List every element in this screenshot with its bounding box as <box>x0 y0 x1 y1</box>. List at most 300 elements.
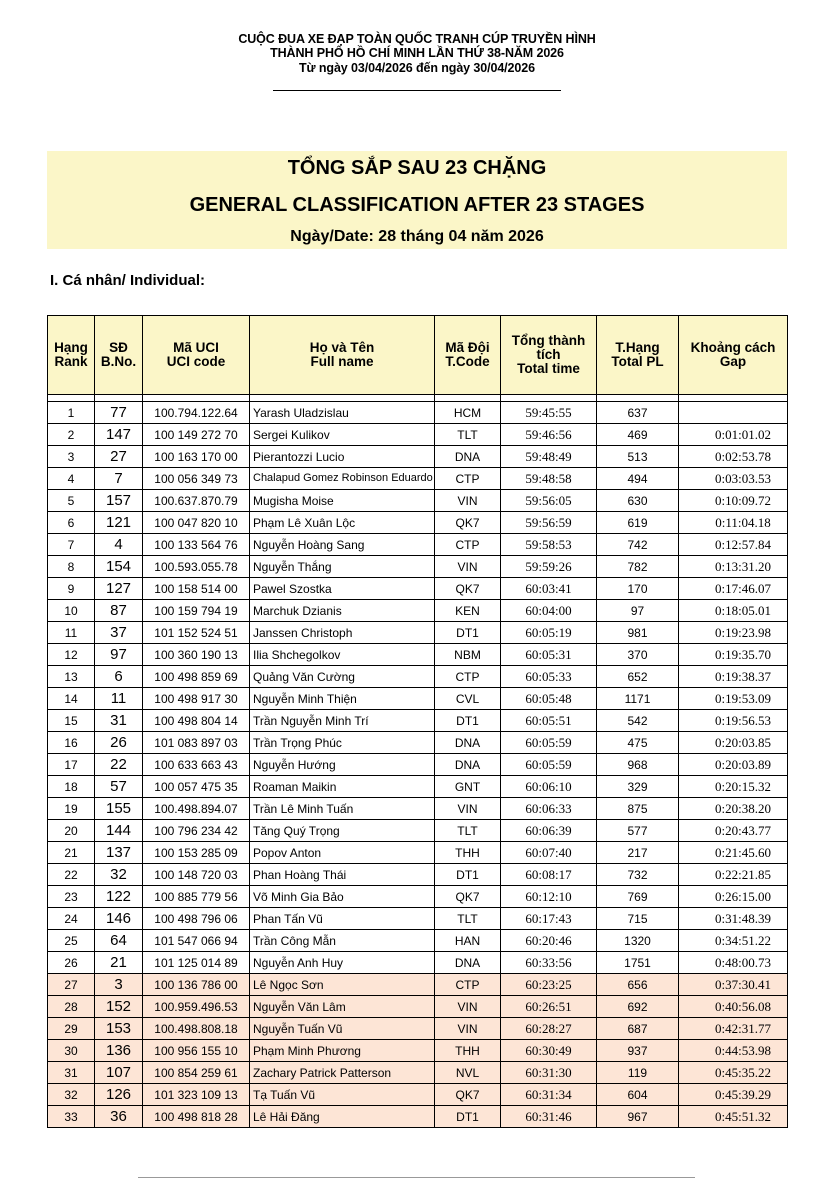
name-cell: Nguyễn Hướng <box>250 754 435 776</box>
bib-cell: 37 <box>95 622 143 644</box>
time-cell: 60:05:59 <box>501 732 597 754</box>
rank-cell: 22 <box>48 864 95 886</box>
gap-cell: 0:42:31.77 <box>679 1018 788 1040</box>
bib-cell: 77 <box>95 402 143 424</box>
time-cell: 60:12:10 <box>501 886 597 908</box>
rank-cell: 15 <box>48 710 95 732</box>
table-row <box>48 578 788 600</box>
gap-cell: 0:48:00.73 <box>679 952 788 974</box>
time-cell: 60:17:43 <box>501 908 597 930</box>
rank-cell: 28 <box>48 996 95 1018</box>
race-title: CUỘC ĐUA XE ĐẠP TOÀN QUỐC TRANH CÚP TRUYỀN HÌNH <box>238 32 596 46</box>
team-cell: DT1 <box>435 864 501 886</box>
name-cell: Tăng Quý Trọng <box>250 820 435 842</box>
time-cell: 60:05:19 <box>501 622 597 644</box>
time-cell: 60:31:34 <box>501 1084 597 1106</box>
table-row <box>48 1018 788 1040</box>
bib-cell: 126 <box>95 1084 143 1106</box>
points-cell: 967 <box>597 1106 679 1128</box>
name-cell: Marchuk Dzianis <box>250 600 435 622</box>
time-cell: 60:08:17 <box>501 864 597 886</box>
time-cell: 60:20:46 <box>501 930 597 952</box>
rank-cell: 2 <box>48 424 95 446</box>
gap-cell: 0:19:38.37 <box>679 666 788 688</box>
points-cell: 604 <box>597 1084 679 1106</box>
classification-title-en: GENERAL CLASSIFICATION AFTER 23 STAGES <box>189 194 645 216</box>
points-cell: 769 <box>597 886 679 908</box>
time-cell: 60:31:30 <box>501 1062 597 1084</box>
team-cell: QK7 <box>435 886 501 908</box>
table-row <box>48 974 788 996</box>
col-header-time: Tổng thành tích Total time <box>501 316 597 395</box>
bib-cell: 27 <box>95 446 143 468</box>
name-cell: Ilia Shchegolkov <box>250 644 435 666</box>
gap-cell: 0:10:09.72 <box>679 490 788 512</box>
gap-cell: 0:13:31.20 <box>679 556 788 578</box>
time-cell: 60:06:33 <box>501 798 597 820</box>
gap-cell: 0:34:51.22 <box>679 930 788 952</box>
col-header-team: Mã Đội T.Code <box>435 316 501 395</box>
team-cell: DT1 <box>435 710 501 732</box>
team-cell: CTP <box>435 974 501 996</box>
table-row <box>48 776 788 798</box>
points-cell: 494 <box>597 468 679 490</box>
points-cell: 1320 <box>597 930 679 952</box>
table-row <box>48 908 788 930</box>
uci-cell: 100 796 234 42 <box>143 820 250 842</box>
points-cell: 652 <box>597 666 679 688</box>
team-cell: VIN <box>435 996 501 1018</box>
col-header-gap: Khoảng cách Gap <box>679 316 788 395</box>
gap-cell: 0:11:04.18 <box>679 512 788 534</box>
name-cell: Pierantozzi Lucio <box>250 446 435 468</box>
gap-cell: 0:03:03.53 <box>679 468 788 490</box>
table-row <box>48 754 788 776</box>
points-cell: 329 <box>597 776 679 798</box>
gap-cell: 0:20:38.20 <box>679 798 788 820</box>
name-cell: Pawel Szostka <box>250 578 435 600</box>
uci-cell: 100.637.870.79 <box>143 490 250 512</box>
name-cell: Nguyễn Anh Huy <box>250 952 435 974</box>
bib-cell: 154 <box>95 556 143 578</box>
name-cell: Nguyễn Minh Thiện <box>250 688 435 710</box>
bib-cell: 147 <box>95 424 143 446</box>
bib-cell: 87 <box>95 600 143 622</box>
rank-cell: 24 <box>48 908 95 930</box>
bib-cell: 152 <box>95 996 143 1018</box>
name-cell: Nguyễn Tuấn Vũ <box>250 1018 435 1040</box>
rank-cell: 32 <box>48 1084 95 1106</box>
rank-cell: 8 <box>48 556 95 578</box>
bib-cell: 11 <box>95 688 143 710</box>
points-cell: 1171 <box>597 688 679 710</box>
bib-cell: 57 <box>95 776 143 798</box>
header-spacer <box>48 395 788 402</box>
name-cell: Lê Ngọc Sơn <box>250 974 435 996</box>
points-cell: 692 <box>597 996 679 1018</box>
points-cell: 542 <box>597 710 679 732</box>
table-row <box>48 402 788 424</box>
uci-cell: 100 047 820 10 <box>143 512 250 534</box>
team-cell: KEN <box>435 600 501 622</box>
bib-cell: 157 <box>95 490 143 512</box>
time-cell: 60:31:46 <box>501 1106 597 1128</box>
time-cell: 60:05:48 <box>501 688 597 710</box>
time-cell: 59:48:49 <box>501 446 597 468</box>
uci-cell: 100 498 859 69 <box>143 666 250 688</box>
points-cell: 513 <box>597 446 679 468</box>
gap-cell: 0:19:53.09 <box>679 688 788 710</box>
gap-cell: 0:37:30.41 <box>679 974 788 996</box>
team-cell: DNA <box>435 446 501 468</box>
table-row <box>48 798 788 820</box>
bib-cell: 153 <box>95 1018 143 1040</box>
team-cell: VIN <box>435 798 501 820</box>
points-cell: 875 <box>597 798 679 820</box>
bib-cell: 144 <box>95 820 143 842</box>
uci-cell: 100 133 564 76 <box>143 534 250 556</box>
table-row <box>48 1106 788 1128</box>
classification-title-vi: TỔNG SẮP SAU 23 CHẶNG <box>287 157 547 179</box>
time-cell: 60:23:25 <box>501 974 597 996</box>
rank-cell: 18 <box>48 776 95 798</box>
points-cell: 475 <box>597 732 679 754</box>
team-cell: HAN <box>435 930 501 952</box>
time-cell: 59:45:55 <box>501 402 597 424</box>
table-row <box>48 1084 788 1106</box>
name-cell: Nguyễn Thắng <box>250 556 435 578</box>
uci-cell: 101 323 109 13 <box>143 1084 250 1106</box>
rank-cell: 26 <box>48 952 95 974</box>
time-cell: 60:26:51 <box>501 996 597 1018</box>
team-cell: THH <box>435 842 501 864</box>
gap-cell: 0:12:57.84 <box>679 534 788 556</box>
team-cell: VIN <box>435 490 501 512</box>
rank-cell: 14 <box>48 688 95 710</box>
gap-cell: 0:26:15.00 <box>679 886 788 908</box>
classification-table <box>47 315 788 1128</box>
time-cell: 60:28:27 <box>501 1018 597 1040</box>
table-row <box>48 666 788 688</box>
name-cell: Popov Anton <box>250 842 435 864</box>
gap-cell: 0:01:01.02 <box>679 424 788 446</box>
team-cell: CTP <box>435 468 501 490</box>
table-row <box>48 952 788 974</box>
uci-cell: 100 498 804 14 <box>143 710 250 732</box>
bib-cell: 122 <box>95 886 143 908</box>
bib-cell: 3 <box>95 974 143 996</box>
section-heading: I. Cá nhân/ Individual: <box>50 272 206 289</box>
team-cell: CTP <box>435 666 501 688</box>
name-cell: Quảng Văn Cường <box>250 666 435 688</box>
bib-cell: 137 <box>95 842 143 864</box>
rank-cell: 30 <box>48 1040 95 1062</box>
rank-cell: 33 <box>48 1106 95 1128</box>
table-row <box>48 446 788 468</box>
bib-cell: 6 <box>95 666 143 688</box>
table-row <box>48 600 788 622</box>
gap-cell: 0:45:35.22 <box>679 1062 788 1084</box>
rank-cell: 19 <box>48 798 95 820</box>
col-header-pl: T.Hạng Total PL <box>597 316 679 395</box>
uci-cell: 100.593.055.78 <box>143 556 250 578</box>
rank-cell: 4 <box>48 468 95 490</box>
table-row <box>48 490 788 512</box>
time-cell: 60:05:59 <box>501 754 597 776</box>
points-cell: 469 <box>597 424 679 446</box>
rank-cell: 25 <box>48 930 95 952</box>
points-cell: 656 <box>597 974 679 996</box>
gap-cell: 0:22:21.85 <box>679 864 788 886</box>
uci-cell: 101 547 066 94 <box>143 930 250 952</box>
time-cell: 60:05:51 <box>501 710 597 732</box>
team-cell: TLT <box>435 820 501 842</box>
team-cell: DNA <box>435 754 501 776</box>
gap-cell: 0:31:48.39 <box>679 908 788 930</box>
team-cell: TLT <box>435 908 501 930</box>
points-cell: 170 <box>597 578 679 600</box>
time-cell: 60:05:31 <box>501 644 597 666</box>
bib-cell: 155 <box>95 798 143 820</box>
team-cell: NVL <box>435 1062 501 1084</box>
table-row <box>48 842 788 864</box>
bib-cell: 31 <box>95 710 143 732</box>
name-cell: Phan Hoàng Thái <box>250 864 435 886</box>
name-cell: Phan Tấn Vũ <box>250 908 435 930</box>
points-cell: 715 <box>597 908 679 930</box>
points-cell: 619 <box>597 512 679 534</box>
time-cell: 59:58:53 <box>501 534 597 556</box>
col-header-bno: SĐ B.No. <box>95 316 143 395</box>
table-row <box>48 930 788 952</box>
uci-cell: 100 153 285 09 <box>143 842 250 864</box>
time-cell: 59:59:26 <box>501 556 597 578</box>
name-cell: Mugisha Moise <box>250 490 435 512</box>
table-row <box>48 864 788 886</box>
classification-date: Ngày/Date: 28 tháng 04 năm 2026 <box>290 228 544 245</box>
bib-cell: 26 <box>95 732 143 754</box>
time-cell: 60:30:49 <box>501 1040 597 1062</box>
gap-cell: 0:20:03.89 <box>679 754 788 776</box>
table-row <box>48 710 788 732</box>
rank-cell: 6 <box>48 512 95 534</box>
points-cell: 577 <box>597 820 679 842</box>
race-dates: Từ ngày 03/04/2026 đến ngày 30/04/2026 <box>299 61 535 75</box>
team-cell: DNA <box>435 952 501 974</box>
time-cell: 60:06:39 <box>501 820 597 842</box>
team-cell: DT1 <box>435 1106 501 1128</box>
bib-cell: 32 <box>95 864 143 886</box>
time-cell: 59:46:56 <box>501 424 597 446</box>
bib-cell: 136 <box>95 1040 143 1062</box>
gap-cell: 0:45:51.32 <box>679 1106 788 1128</box>
team-cell: QK7 <box>435 1084 501 1106</box>
name-cell: Trần Trọng Phúc <box>250 732 435 754</box>
name-cell: Trần Lê Minh Tuấn <box>250 798 435 820</box>
table-header-row <box>48 316 788 395</box>
uci-cell: 100 885 779 56 <box>143 886 250 908</box>
rank-cell: 29 <box>48 1018 95 1040</box>
table-row <box>48 644 788 666</box>
gap-cell: 0:19:23.98 <box>679 622 788 644</box>
team-cell: DNA <box>435 732 501 754</box>
bib-cell: 127 <box>95 578 143 600</box>
name-cell: Trần Công Mẫn <box>250 930 435 952</box>
points-cell: 981 <box>597 622 679 644</box>
table-row <box>48 732 788 754</box>
uci-cell: 100 158 514 00 <box>143 578 250 600</box>
points-cell: 630 <box>597 490 679 512</box>
team-cell: QK7 <box>435 578 501 600</box>
points-cell: 687 <box>597 1018 679 1040</box>
uci-cell: 100 057 475 35 <box>143 776 250 798</box>
points-cell: 97 <box>597 600 679 622</box>
uci-cell: 100 136 786 00 <box>143 974 250 996</box>
uci-cell: 100 633 663 43 <box>143 754 250 776</box>
bib-cell: 64 <box>95 930 143 952</box>
time-cell: 60:04:00 <box>501 600 597 622</box>
bib-cell: 36 <box>95 1106 143 1128</box>
team-cell: GNT <box>435 776 501 798</box>
table-row <box>48 996 788 1018</box>
bib-cell: 7 <box>95 468 143 490</box>
name-cell: Janssen Christoph <box>250 622 435 644</box>
points-cell: 370 <box>597 644 679 666</box>
gap-cell: 0:17:46.07 <box>679 578 788 600</box>
gap-cell: 0:19:35.70 <box>679 644 788 666</box>
rank-cell: 10 <box>48 600 95 622</box>
rank-cell: 13 <box>48 666 95 688</box>
gap-cell: 0:19:56.53 <box>679 710 788 732</box>
rank-cell: 1 <box>48 402 95 424</box>
table-row <box>48 622 788 644</box>
team-cell: DT1 <box>435 622 501 644</box>
uci-cell: 100 149 272 70 <box>143 424 250 446</box>
points-cell: 1751 <box>597 952 679 974</box>
gap-cell: 0:18:05.01 <box>679 600 788 622</box>
col-header-name: Họ và Tên Full name <box>250 316 435 395</box>
points-cell: 217 <box>597 842 679 864</box>
race-edition: THÀNH PHỐ HỒ CHÍ MINH LẦN THỨ 38-NĂM 2026 <box>270 46 564 60</box>
team-cell: HCM <box>435 402 501 424</box>
time-cell: 60:33:56 <box>501 952 597 974</box>
table-row <box>48 424 788 446</box>
points-cell: 968 <box>597 754 679 776</box>
table-row <box>48 534 788 556</box>
name-cell: Phạm Minh Phương <box>250 1040 435 1062</box>
gap-cell: 0:20:15.32 <box>679 776 788 798</box>
gap-cell: 0:44:53.98 <box>679 1040 788 1062</box>
bib-cell: 4 <box>95 534 143 556</box>
bib-cell: 22 <box>95 754 143 776</box>
points-cell: 637 <box>597 402 679 424</box>
time-cell: 60:06:10 <box>501 776 597 798</box>
rank-cell: 5 <box>48 490 95 512</box>
bib-cell: 146 <box>95 908 143 930</box>
gap-cell: 0:20:43.77 <box>679 820 788 842</box>
col-header-rank: Hạng Rank <box>48 316 95 395</box>
uci-cell: 100 360 190 13 <box>143 644 250 666</box>
table-row <box>48 468 788 490</box>
uci-cell: 101 125 014 89 <box>143 952 250 974</box>
points-cell: 119 <box>597 1062 679 1084</box>
name-cell: Zachary Patrick Patterson <box>250 1062 435 1084</box>
uci-cell: 100 159 794 19 <box>143 600 250 622</box>
name-cell: Nguyễn Văn Lâm <box>250 996 435 1018</box>
points-cell: 742 <box>597 534 679 556</box>
team-cell: QK7 <box>435 512 501 534</box>
name-cell: Yarash Uladzislau <box>250 402 435 424</box>
rank-cell: 9 <box>48 578 95 600</box>
team-cell: TLT <box>435 424 501 446</box>
uci-cell: 100 956 155 10 <box>143 1040 250 1062</box>
bib-cell: 107 <box>95 1062 143 1084</box>
rank-cell: 21 <box>48 842 95 864</box>
table-row <box>48 512 788 534</box>
team-cell: NBM <box>435 644 501 666</box>
name-cell: Chalapud Gomez Robinson Eduardo <box>250 468 435 490</box>
uci-cell: 100.959.496.53 <box>143 996 250 1018</box>
time-cell: 60:03:41 <box>501 578 597 600</box>
team-cell: THH <box>435 1040 501 1062</box>
bib-cell: 121 <box>95 512 143 534</box>
time-cell: 59:48:58 <box>501 468 597 490</box>
gap-cell: 0:40:56.08 <box>679 996 788 1018</box>
rank-cell: 27 <box>48 974 95 996</box>
gap-cell <box>679 402 788 424</box>
table-row <box>48 688 788 710</box>
name-cell: Nguyễn Hoàng Sang <box>250 534 435 556</box>
uci-cell: 100 148 720 03 <box>143 864 250 886</box>
time-cell: 60:05:33 <box>501 666 597 688</box>
uci-cell: 100 498 796 06 <box>143 908 250 930</box>
table-row <box>48 886 788 908</box>
bib-cell: 97 <box>95 644 143 666</box>
name-cell: Trần Nguyễn Minh Trí <box>250 710 435 732</box>
name-cell: Tạ Tuấn Vũ <box>250 1084 435 1106</box>
rank-cell: 17 <box>48 754 95 776</box>
rank-cell: 16 <box>48 732 95 754</box>
table-row <box>48 1040 788 1062</box>
gap-cell: 0:02:53.78 <box>679 446 788 468</box>
points-cell: 782 <box>597 556 679 578</box>
team-cell: VIN <box>435 1018 501 1040</box>
rank-cell: 3 <box>48 446 95 468</box>
rank-cell: 31 <box>48 1062 95 1084</box>
rank-cell: 7 <box>48 534 95 556</box>
team-cell: CVL <box>435 688 501 710</box>
name-cell: Phạm Lê Xuân Lộc <box>250 512 435 534</box>
uci-cell: 101 152 524 51 <box>143 622 250 644</box>
header-divider <box>273 90 561 91</box>
gap-cell: 0:21:45.60 <box>679 842 788 864</box>
gap-cell: 0:45:39.29 <box>679 1084 788 1106</box>
time-cell: 59:56:59 <box>501 512 597 534</box>
uci-cell: 100 163 170 00 <box>143 446 250 468</box>
rank-cell: 20 <box>48 820 95 842</box>
uci-cell: 100 498 818 28 <box>143 1106 250 1128</box>
table-row <box>48 820 788 842</box>
gap-cell: 0:20:03.85 <box>679 732 788 754</box>
name-cell: Lê Hải Đăng <box>250 1106 435 1128</box>
uci-cell: 100 056 349 73 <box>143 468 250 490</box>
uci-cell: 100.794.122.64 <box>143 402 250 424</box>
uci-cell: 100.498.808.18 <box>143 1018 250 1040</box>
table-row <box>48 1062 788 1084</box>
rank-cell: 11 <box>48 622 95 644</box>
footer-divider <box>138 1177 695 1178</box>
rank-cell: 12 <box>48 644 95 666</box>
